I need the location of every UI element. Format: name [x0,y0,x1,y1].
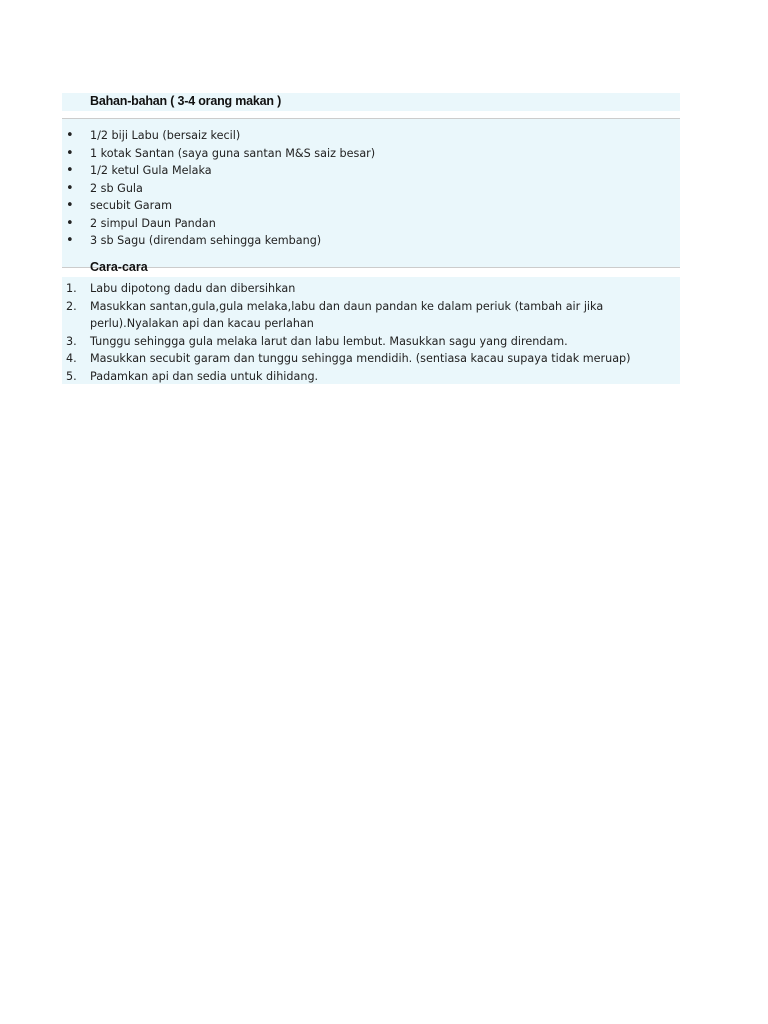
ingredient-text: 1/2 biji Labu (bersaiz kecil) [90,129,241,142]
method-block [62,277,680,384]
step-text: Padamkan api dan sedia untuk dihidang. [90,369,319,383]
bullet-icon: • [66,215,74,231]
step-item [62,350,680,368]
ingredients-heading: Bahan-bahan ( 3-4 orang makan ) [90,94,282,108]
bullet-icon: • [66,128,74,143]
step-number: 3. [66,334,77,348]
bullet-icon: • [66,163,74,178]
ingredients-list [62,127,680,250]
ingredient-text: 2 sb Gula [90,181,143,195]
ingredient-text: 2 simpul Daun Pandan [90,216,216,230]
recipe-section [62,93,680,384]
ingredient-item [62,180,680,198]
ingredient-text: 1 kotak Santan (saya guna santan M&S saiz besar) [90,146,376,160]
bullet-icon: • [66,198,74,213]
ingredient-item [62,127,680,145]
step-number: 5. [66,369,77,383]
ingredients-block [62,119,680,274]
bullet-icon: • [66,145,74,161]
method-heading: Cara-cara [90,260,148,274]
step-text: Labu dipotong dadu dan dibersihkan [90,282,296,295]
step-number: 1. [66,282,77,295]
ingredient-text: 3 sb Sagu (direndam sehingga kembang) [90,234,322,247]
ingredient-text: 1/2 ketul Gula Melaka [90,164,212,177]
bullet-icon: • [66,180,74,196]
ingredient-item [62,162,680,180]
ingredient-text: secubit Garam [90,199,172,212]
steps-list [62,280,680,385]
ingredient-item [62,197,680,215]
step-text: Masukkan secubit garam dan tunggu sehingga mendidih. (sentiasa kacau supaya tidak meruap) [90,352,631,365]
ingredient-item [62,232,680,250]
step-item [62,280,680,298]
step-text: Tunggu sehingga gula melaka larut dan labu lembut. Masukkan sagu yang direndam. [90,334,568,348]
step-number: 4. [66,352,77,365]
ingredients-heading-bar [62,93,680,111]
step-text: Masukkan santan,gula,gula melaka,labu dan daun pandan ke dalam periuk (tambah air jika perlu).Nyalakan api dan kacau perlahan [90,299,604,330]
step-item [62,298,680,333]
step-item [62,333,680,351]
step-item [62,368,680,386]
step-number: 2. [66,299,77,313]
ingredient-item [62,145,680,163]
ingredient-item [62,215,680,233]
bullet-icon: • [66,233,74,248]
method-divider [62,267,680,268]
